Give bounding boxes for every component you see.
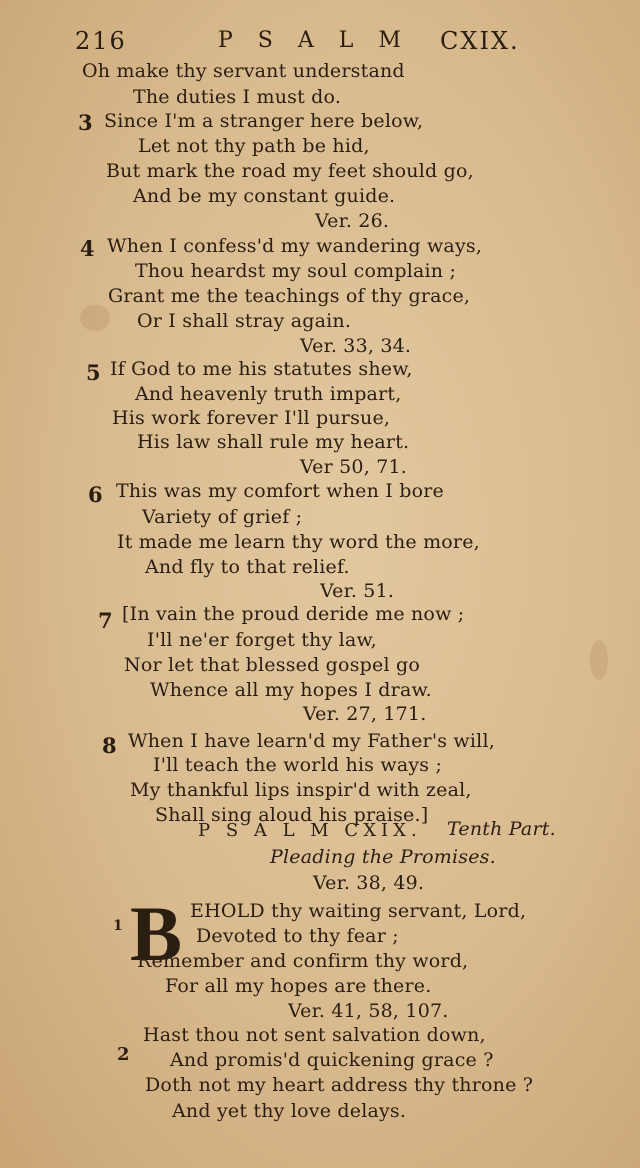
verse-line: And heavenly truth impart, bbox=[135, 383, 402, 405]
verse-line: And fly to that relief. bbox=[145, 556, 350, 578]
verse-line: I'll teach the world his ways ; bbox=[153, 754, 443, 776]
stanza-number: 2 bbox=[117, 1044, 130, 1065]
verse-reference: Ver 50, 71. bbox=[300, 456, 408, 478]
verse-line: And yet thy love delays. bbox=[172, 1100, 407, 1122]
verse-line: I'll ne'er forget thy law, bbox=[147, 629, 377, 651]
section-title: P S A L M CXIX. bbox=[198, 820, 422, 841]
verse-line: When I confess'd my wandering ways, bbox=[107, 235, 483, 257]
verse-line: Devoted to thy fear ; bbox=[196, 925, 399, 947]
section-subtitle: Pleading the Promises. bbox=[270, 846, 496, 868]
verse-line: And be my constant guide. bbox=[133, 185, 396, 207]
verse-reference: Ver. 51. bbox=[320, 580, 395, 602]
stanza-number: 7 bbox=[98, 608, 113, 633]
verse-reference: Ver. 38, 49. bbox=[313, 872, 425, 894]
verse-line: Grant me the teachings of thy grace, bbox=[108, 285, 471, 307]
verse-line: Hast thou not sent salvation down, bbox=[143, 1024, 486, 1046]
verse-reference: Ver. 27, 171. bbox=[303, 703, 427, 725]
psalm-number: CXIX. bbox=[440, 27, 520, 55]
verse-line: When I have learn'd my Father's will, bbox=[128, 730, 495, 752]
verse-line: If God to me his statutes shew, bbox=[110, 358, 413, 380]
stanza-number: 3 bbox=[78, 110, 93, 135]
verse-line: Nor let that blessed gospel go bbox=[124, 654, 420, 676]
page-number: 216 bbox=[75, 27, 127, 55]
drop-cap: B bbox=[130, 890, 183, 977]
verse-reference: Ver. 33, 34. bbox=[300, 335, 412, 357]
verse-line: For all my hopes are there. bbox=[165, 975, 432, 997]
stanza-number: 8 bbox=[102, 733, 117, 758]
running-title: P S A L M bbox=[218, 28, 410, 53]
verse-line: His work forever I'll pursue, bbox=[112, 407, 391, 429]
verse-line: Shall sing aloud his praise.] bbox=[155, 804, 429, 826]
verse-line: Variety of grief ; bbox=[142, 506, 303, 528]
stanza-number: 5 bbox=[86, 360, 101, 385]
verse-line: This was my comfort when I bore bbox=[116, 480, 444, 502]
verse-reference: Ver. 26. bbox=[315, 210, 390, 232]
verse-line: Since I'm a stranger here below, bbox=[104, 110, 424, 132]
verse-line: Doth not my heart address thy throne ? bbox=[145, 1074, 534, 1096]
stanza-number: 6 bbox=[88, 482, 103, 507]
verse-line: His law shall rule my heart. bbox=[137, 431, 410, 453]
verse-line: [In vain the proud deride me now ; bbox=[122, 603, 465, 625]
section-part: Tenth Part. bbox=[447, 818, 556, 840]
stanza-number: 1 bbox=[113, 918, 123, 934]
verse-line: EHOLD thy waiting servant, Lord, bbox=[190, 900, 527, 922]
verse-line: Oh make thy servant understand bbox=[82, 60, 405, 82]
stanza-number: 4 bbox=[80, 236, 95, 261]
stain-mark bbox=[80, 305, 110, 331]
verse-line: My thankful lips inspir'd with zeal, bbox=[130, 779, 472, 801]
verse-reference: Ver. 41, 58, 107. bbox=[288, 1000, 449, 1022]
verse-line: Whence all my hopes I draw. bbox=[150, 679, 432, 701]
verse-line: The duties I must do. bbox=[133, 86, 342, 108]
verse-line: Or I shall stray again. bbox=[137, 310, 352, 332]
verse-line: It made me learn thy word the more, bbox=[117, 531, 480, 553]
verse-line: Let not thy path be hid, bbox=[138, 135, 370, 157]
stain-mark bbox=[590, 640, 608, 680]
verse-line: And promis'd quickening grace ? bbox=[170, 1049, 494, 1071]
verse-line: Thou heardst my soul complain ; bbox=[135, 260, 457, 282]
verse-line: Remember and confirm thy word, bbox=[137, 950, 469, 972]
verse-line: But mark the road my feet should go, bbox=[106, 160, 474, 182]
